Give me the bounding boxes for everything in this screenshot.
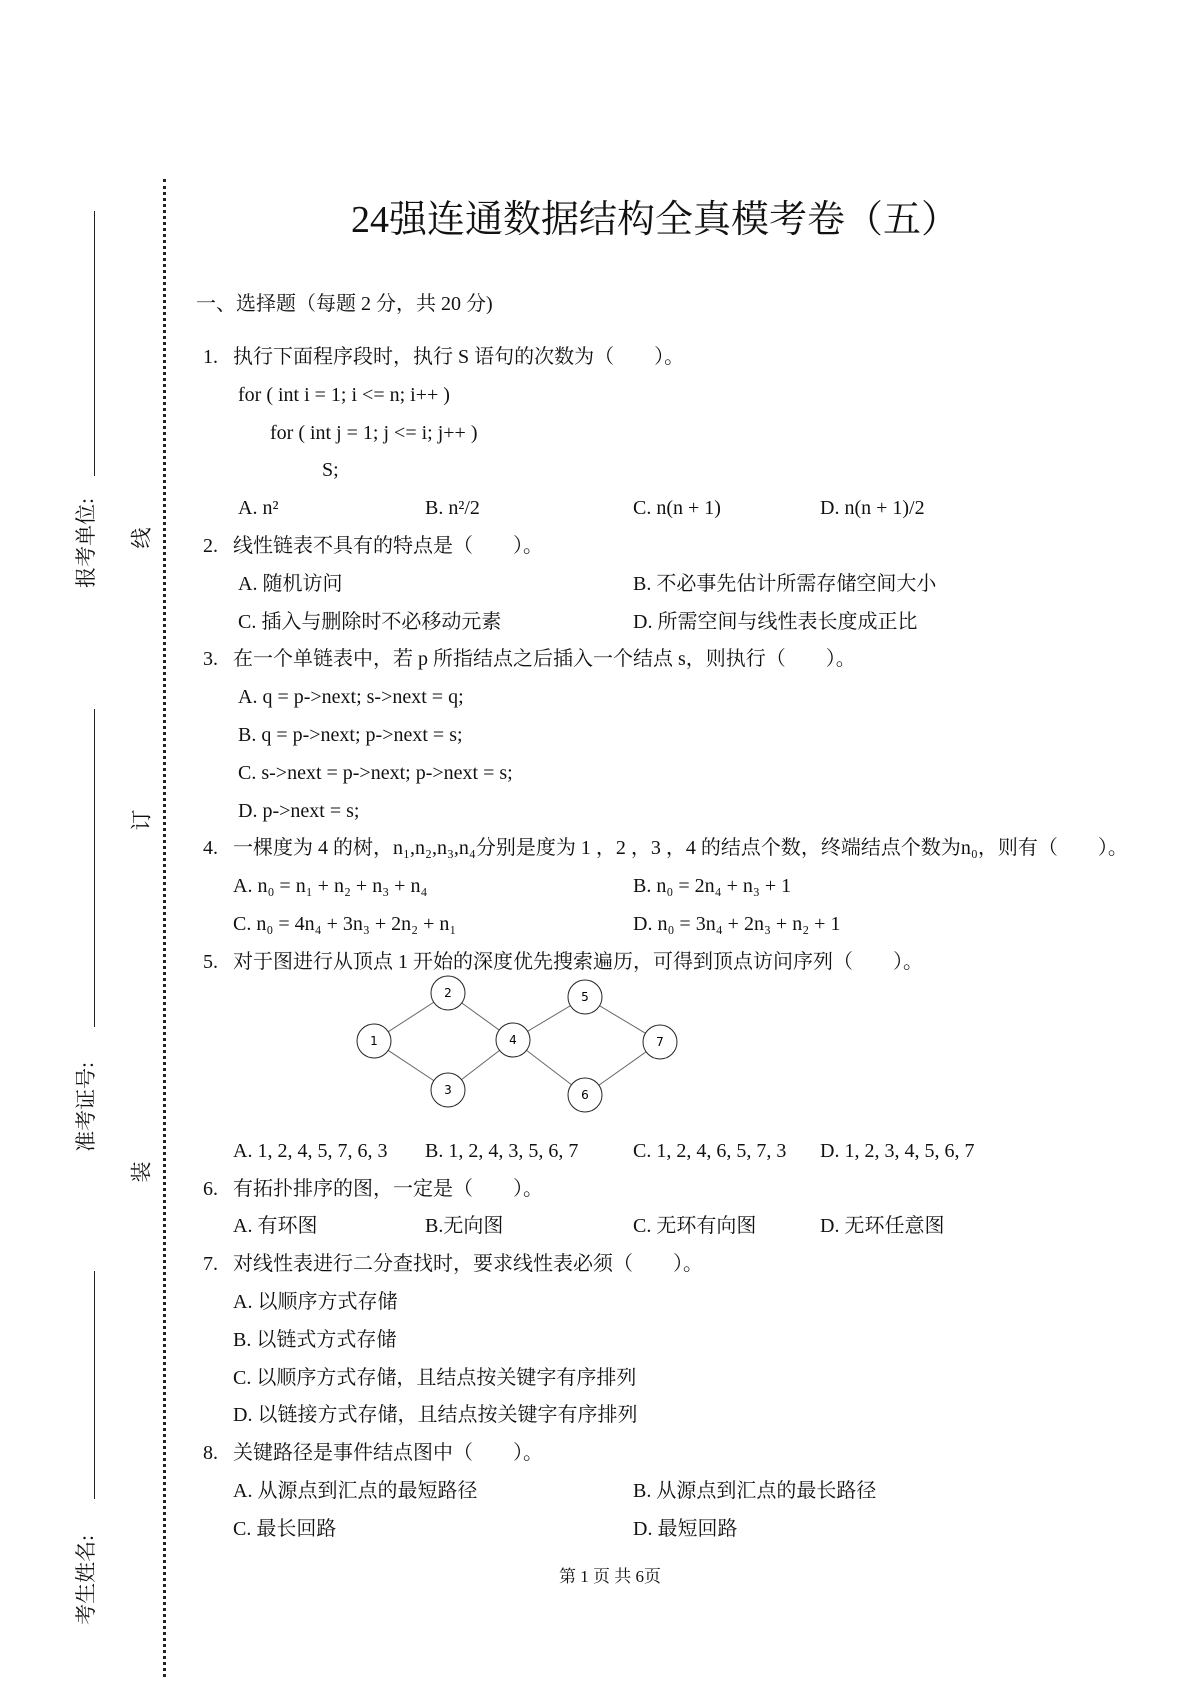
option: A. 以顺序方式存储: [233, 1291, 398, 1313]
binding-mark-ding: 订: [129, 809, 154, 831]
graph-node-label: 3: [444, 1083, 452, 1097]
unit-label: 报考单位:: [73, 498, 98, 588]
option: B. 从源点到汇点的最长路径: [633, 1480, 877, 1502]
question-number: 2.: [203, 535, 218, 557]
option: A. n²: [238, 497, 279, 520]
option: B. q = p->next; p->next = s;: [238, 724, 463, 746]
question-number: 1.: [203, 346, 218, 368]
question-text: 有拓扑排序的图，一定是（ ）。: [233, 1177, 543, 1200]
option: B. 不必事先估计所需存储空间大小: [633, 572, 937, 595]
graph-node-label: 5: [581, 990, 589, 1004]
question-number: 8.: [203, 1442, 218, 1465]
page-footer: 第 1 页 共 6页: [559, 1567, 661, 1586]
option: D. n(n + 1)/2: [820, 497, 925, 520]
name-underline: [94, 1271, 95, 1499]
option: D. 1, 2, 3, 4, 5, 6, 7: [820, 1139, 975, 1162]
code-line: for ( int i = 1; i <= n; i++ ): [238, 383, 450, 406]
option: B.无向图: [425, 1215, 504, 1238]
graph-figure: [340, 970, 680, 1120]
name-label: 考生姓名:: [73, 1535, 98, 1625]
id-underline: [94, 709, 95, 1027]
graph-node-label: 6: [581, 1088, 589, 1102]
graph-node-label: 4: [509, 1033, 517, 1047]
binding-mark-xian: 线: [129, 527, 154, 549]
option: D. p->next = s;: [238, 799, 360, 822]
question-number: 3.: [203, 648, 218, 671]
option: A. n₀ = n₁ + n₂ + n₃ + n₄: [233, 875, 428, 898]
question-text: 执行下面程序段时，执行 S 语句的次数为（ ）。: [233, 346, 685, 368]
question-text: 线性链表不具有的特点是（ ）。: [233, 535, 543, 557]
option: C. 插入与删除时不必移动元素: [238, 610, 502, 633]
option: A. 从源点到汇点的最短路径: [233, 1480, 478, 1502]
question-text: 关键路径是事件结点图中（ ）。: [233, 1442, 543, 1465]
option: D. 以链接方式存储，且结点按关键字有序排列: [233, 1404, 638, 1427]
option: B. n²/2: [425, 497, 480, 520]
option: A. 有环图: [233, 1215, 318, 1238]
option: C. n(n + 1): [633, 497, 721, 520]
page-title: 24强连通数据结构全真模考卷（五）: [350, 199, 959, 241]
option: D. n₀ = 3n₄ + 2n₃ + n₂ + 1: [633, 913, 841, 935]
binding-dotted-line: [163, 179, 166, 1677]
option: B. n₀ = 2n₄ + n₃ + 1: [633, 875, 792, 898]
option: C. 无环有向图: [633, 1215, 757, 1238]
section-heading: 一、选择题（每题 2 分，共 20 分): [196, 293, 493, 315]
question-number: 7.: [203, 1253, 218, 1276]
option: C. 最长回路: [233, 1517, 337, 1540]
option: D. 无环任意图: [820, 1215, 945, 1238]
option: B. 以链式方式存储: [233, 1328, 397, 1351]
question-text: 一棵度为 4 的树，n₁,n₂,n₃,n₄分别是度为 1 ，2 ，3 ，4 的结点个数，终端结点个数为n₀，则有（ ）。: [233, 837, 1128, 860]
question-number: 4.: [203, 837, 218, 860]
graph-node-label: 1: [370, 1034, 378, 1048]
graph-node-label: 7: [656, 1035, 664, 1049]
option: D. 所需空间与线性表长度成正比: [633, 610, 918, 633]
unit-underline: [94, 211, 95, 476]
option: A. 1, 2, 4, 5, 7, 6, 3: [233, 1139, 388, 1162]
option: D. 最短回路: [633, 1517, 738, 1540]
question-number: 5.: [203, 950, 218, 973]
graph-node-label: 2: [444, 986, 452, 1000]
code-line: S;: [322, 459, 339, 482]
code-line: for ( int j = 1; j <= i; j++ ): [270, 421, 478, 444]
question-text: 在一个单链表中，若 p 所指结点之后插入一个结点 s，则执行（ ）。: [233, 648, 856, 671]
question-text: 对于图进行从顶点 1 开始的深度优先搜索遍历，可得到顶点访问序列（ ）。: [233, 950, 923, 973]
option: C. s->next = p->next; p->next = s;: [238, 761, 513, 784]
option: C. n₀ = 4n₄ + 3n₃ + 2n₂ + n₁: [233, 913, 457, 935]
option: B. 1, 2, 4, 3, 5, 6, 7: [425, 1139, 579, 1162]
question-number: 6.: [203, 1177, 218, 1200]
binding-mark-zhuang: 装: [129, 1161, 154, 1183]
option: C. 1, 2, 4, 6, 5, 7, 3: [633, 1139, 787, 1162]
option: C. 以顺序方式存储，且结点按关键字有序排列: [233, 1366, 637, 1389]
option: A. 随机访问: [238, 572, 343, 595]
option: A. q = p->next; s->next = q;: [238, 686, 464, 709]
question-text: 对线性表进行二分查找时，要求线性表必须（ ）。: [233, 1253, 703, 1276]
id-label: 准考证号:: [73, 1062, 98, 1152]
